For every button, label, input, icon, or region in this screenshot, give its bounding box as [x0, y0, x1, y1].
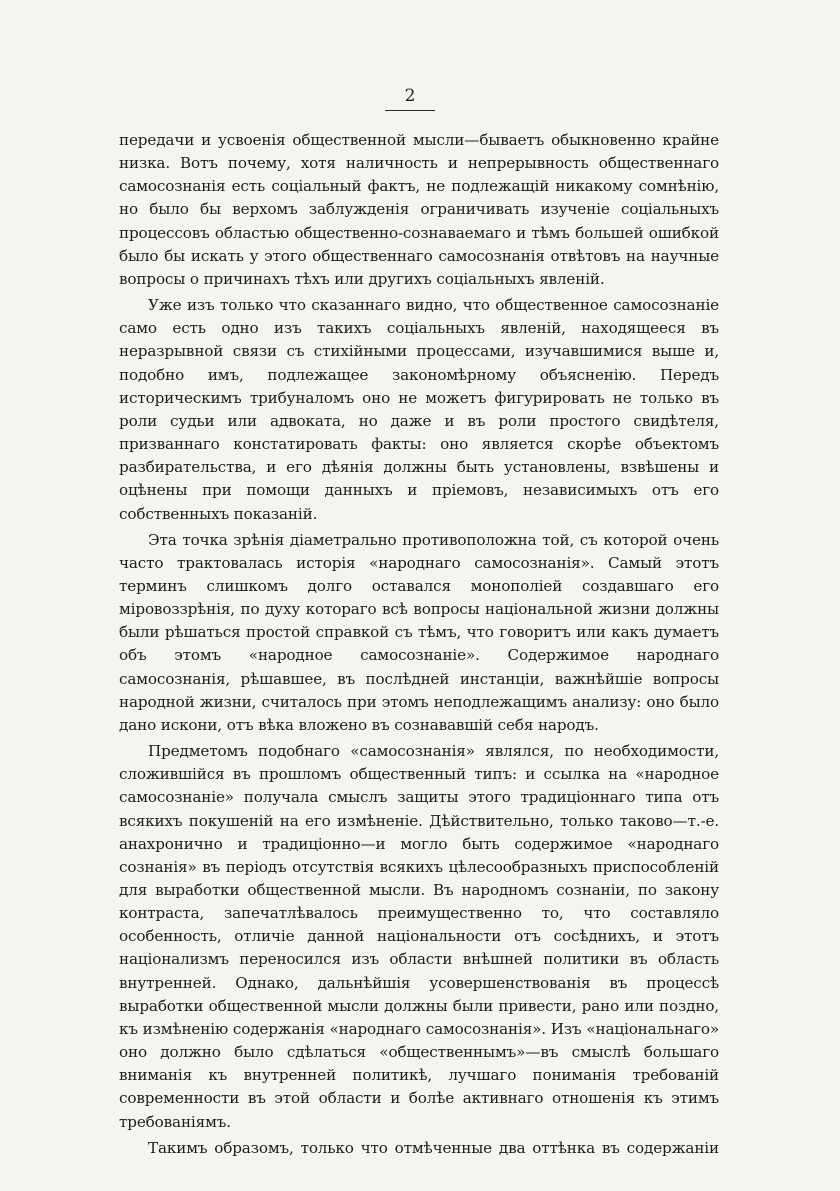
paragraph-continued: передачи и усвоенія общественной мысли—бываетъ обыкновенно крайне низка. Вотъ почему, хотя наличность и непрерывность общественнаго самосознанія есть соціальный фактъ, не подлежащій никакому сомнѣнію, но было бы верхомъ заблужденія ограничивать изученіе соціальныхъ процессовъ областью общественно-сознаваемаго и тѣмъ большей ошибкой было бы искать у этого общественнаго самосознанія отвѣтовъ на научные вопросы о причинахъ тѣхъ или другихъ соціальныхъ явленій.	[119, 131, 719, 288]
header-rule	[385, 110, 435, 111]
page-header	[370, 86, 450, 106]
paragraph: Предметомъ подобнаго «самосознанія» являлся, по необходимости, сложившійся въ прошломъ общественный типъ: и ссылка на «народное самосознаніе» получала смыслъ защиты этого традиціоннаго типа отъ всякихъ покушеній на его измѣненіе. Дѣйствительно, только таково—т.-е. анахронично и традиціонно—и могло быть содержимое «народнаго сознанія» въ періодъ отсутствія всякихъ цѣлесообразныхъ приспособленій для выработки общественной мысли. Въ народномъ сознаніи, по закону контраста, запечатлѣвалось преимущественно то, что составляло особенность, отличіе данной національности отъ сосѣднихъ, и этотъ націонализмъ переносился изъ области внѣшней политики въ область внутренней. Однако, дальнѣйшія усовершенствованія въ процессѣ выработки общественной мысли должны были привести, рано или поздно, къ измѣненію содержанія «народнаго самосознанія». Изъ «національнаго» оно должно было сдѣлаться «общественнымъ»—въ смыслѣ большаго вниманія къ внутренней политикѣ, лучшаго пониманія требованій современности въ этой области и болѣе активнаго отношенія къ этимъ требованіямъ.	[119, 742, 719, 1131]
paragraph: Эта точка зрѣнія діаметрально противоположна той, съ которой очень часто трактовалась исторія «народнаго самосознанія». Самый этотъ терминъ слишкомъ долго оставался монополіей создавшаго его міровоззрѣнія, по духу котораго всѣ вопросы національной жизни должны были рѣшаться простой справкой съ тѣмъ, что говоритъ или какъ думаетъ объ этомъ «народное самосознаніе». Содержимое народнаго самосознанія, рѣшавшее, въ послѣдней инстанціи, важнѣйшіе вопросы народной жизни, считалось при этомъ неподлежащимъ анализу: оно было дано искони, отъ вѣка вложено въ сознававшій себя народъ.	[119, 530, 719, 734]
paragraph: Уже изъ только что сказаннаго видно, что общественное самосознаніе само есть одно изъ такихъ соціальныхъ явленій, находящееся въ неразрывной связи съ стихійными процессами, изучавшимися выше и, подобно имъ, подлежащее закономѣрному объясненію. Передъ историческимъ трибуналомъ оно не можетъ фигурировать не только въ роли судьи или адвоката, но даже и въ роли простого свидѣтеля, призваннаго констатировать факты: оно является скорѣе объектомъ разбирательства, и его дѣянія должны быть установлены, взвѣшены и оцѣнены при помощи данныхъ и пріемовъ, независимыхъ отъ его собственныхъ показаній.	[119, 296, 719, 523]
page-number: 2	[404, 86, 416, 106]
body-text	[119, 129, 719, 1163]
paragraph-continues: Такимъ образомъ, только что отмѣченные два оттѣнка въ содержаніи	[148, 1138, 719, 1157]
